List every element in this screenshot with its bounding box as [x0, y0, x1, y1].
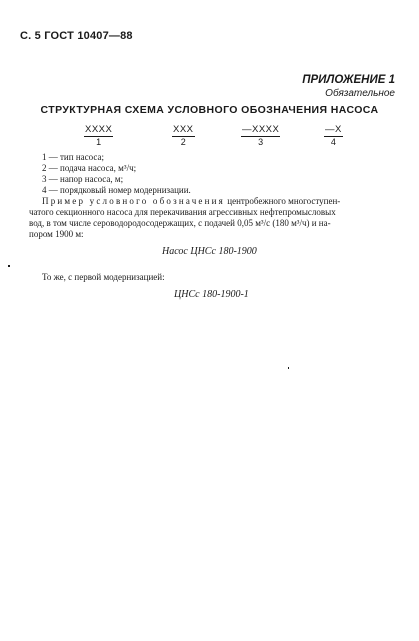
code-part-3-number: 3	[258, 137, 264, 147]
page-header: С. 5 ГОСТ 10407—88	[20, 30, 133, 42]
example-line-4: пором 1900 м:	[29, 229, 84, 239]
legend-item-3: 3 — напор насоса, м;	[42, 174, 124, 184]
example-line-1	[42, 196, 384, 208]
code-part-1	[84, 124, 113, 147]
code-part-3	[241, 124, 280, 147]
code-part-1-number: 1	[96, 137, 102, 147]
modernized-designation: ЦНСс 180-1900-1	[174, 289, 249, 300]
appendix-subtitle: Обязательное	[325, 88, 395, 99]
code-part-3-code: —XXXX	[242, 124, 280, 135]
code-part-2-number: 2	[180, 137, 186, 147]
legend-item-2: 2 — подача насоса, м³/ч;	[42, 163, 137, 173]
example-lead: Пример условного обозначения	[42, 196, 226, 206]
legend-item-4: 4 — порядковый номер модернизации.	[42, 185, 191, 195]
modernized-text: То же, с первой модернизацией:	[42, 272, 165, 282]
code-part-2-code: XXX	[173, 124, 194, 135]
code-part-4-number: 4	[330, 137, 336, 147]
appendix-title: ПРИЛОЖЕНИЕ 1	[302, 74, 395, 86]
example-line-1-rest: центробежного многоступен-	[225, 196, 341, 206]
example-designation: Насос ЦНСс 180-1900	[162, 246, 257, 257]
scan-speck	[8, 265, 10, 267]
code-part-4	[324, 124, 343, 147]
example-line-2: чатого секционного насоса для перекачивания агрессивных нефтепромысловых	[29, 207, 336, 217]
code-part-4-code: —X	[325, 124, 342, 135]
scan-speck	[288, 367, 289, 369]
document-title: СТРУКТУРНАЯ СХЕМА УСЛОВНОГО ОБОЗНАЧЕНИЯ НАСОСА	[40, 104, 379, 116]
code-part-2	[172, 124, 195, 147]
code-part-1-code: XXXX	[85, 124, 113, 135]
example-line-3: вод, в том числе сероводородосодержащих, с подачей 0,05 м³/с (180 м³/ч) и на-	[29, 218, 331, 228]
legend-item-1: 1 — тип насоса;	[42, 152, 104, 162]
